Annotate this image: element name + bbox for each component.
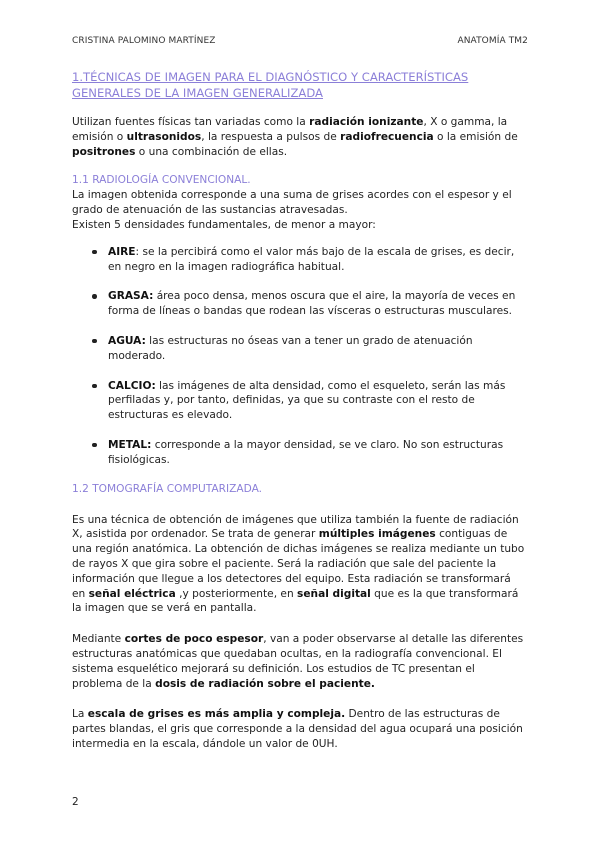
main-title: 1.TÉCNICAS DE IMAGEN PARA EL DIAGNÓSTICO Y CARACTERÍSTICAS GENERALES DE LA IMAGEN GENERALIZADA — [72, 70, 469, 100]
section-1-heading: 1.1 RADIOLOGÍA CONVENCIONAL. — [72, 174, 251, 187]
page-number: 2 — [72, 796, 79, 808]
section-2-paragraph-1: Es una técnica de obtención de imágenes que utiliza también la fuente de radiación X, asistida por ordenador. Se trata de generar múltiples imágenes contiguas de una región anatómica. La obtención de dichas imágenes se realiza mediante un tubo de rayos X que gira sobre el paciente. Será la radiación que sale del paciente la información que llegue a los detectores del equipo. Esta radiación se transformará en señal eléctrica ,y posteriormente, en señal digital que es la que transformará la imagen que se verá en pantalla. — [72, 513, 525, 615]
page-header — [72, 36, 528, 46]
intro-paragraph: Utilizan fuentes físicas tan variadas como la radiación ionizante, X o gamma, la emisión o ultrasonidos, la respuesta a pulsos de radiofrecuencia o la emisión de positrones o una combinación de ellas. — [72, 116, 518, 158]
section-1-line-2: Existen 5 densidades fundamentales, de menor a mayor: — [72, 218, 376, 231]
section-2-heading: 1.2 TOMOGRAFÍA COMPUTARIZADA. — [72, 482, 263, 495]
section-2-paragraph-2: Mediante cortes de poco espesor, van a poder observarse al detalle las diferentes estructuras anatómicas que quedaban ocultas, en la radiografía convencional. El sistema esquelético mejorará su definición. Los estudios de TC presentan el problema de la dosis de radiación sobre el paciente. — [72, 633, 524, 690]
header-author: CRISTINA PALOMINO MARTÍNEZ — [72, 36, 216, 46]
header-subject: ANATOMÍA TM2 — [457, 36, 528, 46]
density-item-air: AIRE: se la percibirá como el valor más bajo de la escala de grises, es decir, en negro en la imagen radiográfica habitual. — [108, 245, 527, 275]
density-item-metal: METAL: corresponde a la mayor densidad, se ve claro. No son estructuras fisiológicas. — [108, 438, 527, 468]
density-item-water: AGUA: las estructuras no óseas van a tener un grado de atenuación moderado. — [108, 334, 527, 364]
section-2-paragraph-3: La escala de grises es más amplia y compleja. Dentro de las estructuras de partes blandas, el gris que corresponde a la densidad del agua ocupará una posición intermedia en la escala, dándole un valor de 0UH. — [72, 708, 523, 750]
density-item-calcium: CALCIO: las imágenes de alta densidad, como el esqueleto, serán las más perfiladas y, por tanto, definidas, ya que su contraste con el resto de estructuras es elevado. — [108, 379, 527, 423]
density-list — [72, 245, 527, 468]
density-item-fat: GRASA: área poco densa, menos oscura que el aire, la mayoría de veces en forma de líneas o bandas que rodean las vísceras o estructuras musculares. — [108, 289, 527, 319]
section-1-line-1: La imagen obtenida corresponde a una suma de grises acordes con el espesor y el grado de atenuación de las sustancias atravesadas. — [72, 189, 512, 217]
document-body — [72, 70, 527, 752]
